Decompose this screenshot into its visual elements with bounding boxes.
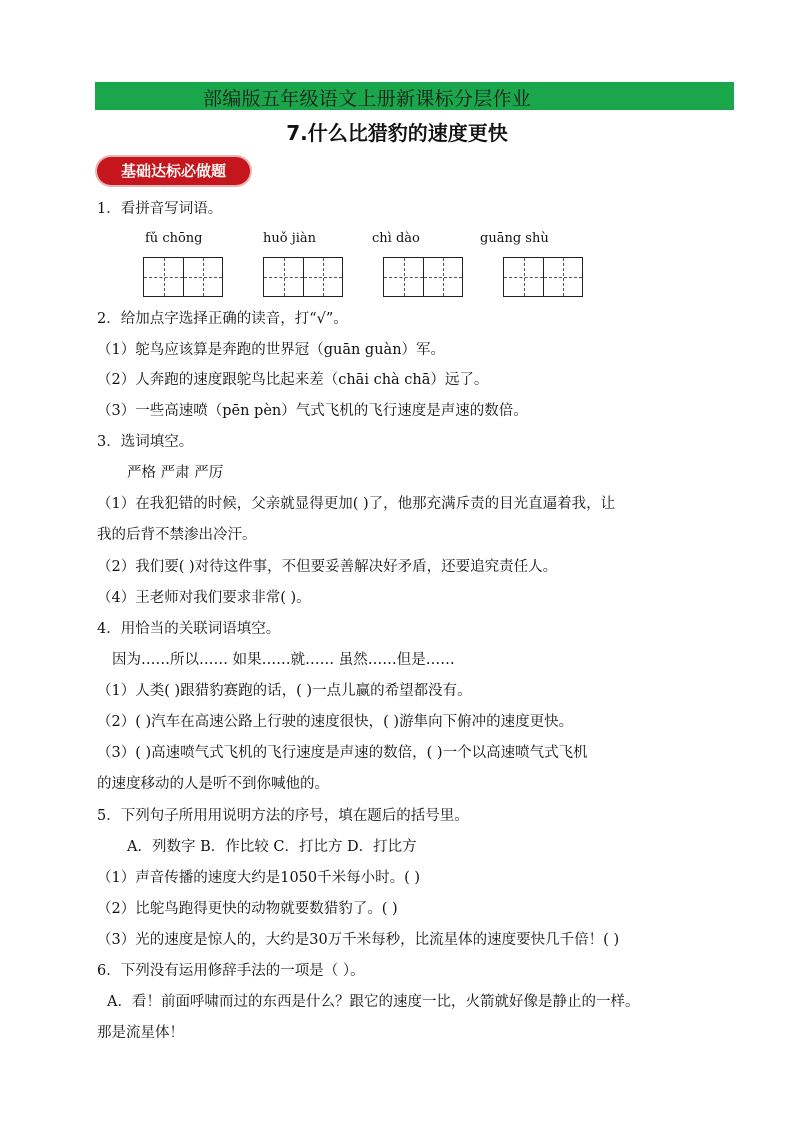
question-5-item-2: （2）比鸵鸟跑得更快的动物就要数猎豹了。( ) <box>97 901 398 917</box>
question-3-item-2: （2）我们要( )对待这件事，不但要妥善解决好矛盾，还要追究责任人。 <box>97 559 558 575</box>
pinyin-3: chì dào <box>372 231 420 246</box>
question-3-item-1-cont: 我的后背不禁渗出冷汗。 <box>97 527 257 543</box>
question-4-stem: 4．用恰当的关联词语填空。 <box>97 621 281 637</box>
writing-grid-1[interactable] <box>143 257 223 297</box>
question-5-stem: 5．下列句子所用用说明方法的序号，填在题后的括号里。 <box>97 808 469 824</box>
question-1-stem: 1．看拼音写词语。 <box>97 201 223 217</box>
question-6-option-a: A．看！前面呼啸而过的东西是什么？跟它的速度一比，火箭就好像是静止的一样。 <box>107 994 640 1010</box>
question-6-option-a-cont: 那是流星体！ <box>97 1025 184 1041</box>
writing-grid-3[interactable] <box>383 257 463 297</box>
banner-text: 部编版五年级语文上册新课标分层作业 <box>203 88 532 110</box>
question-4-options: 因为……所以…… 如果……就…… 虽然……但是…… <box>112 652 455 668</box>
question-4-item-1: （1）人类( )跟猎豹赛跑的话，( )一点儿赢的希望都没有。 <box>97 683 472 699</box>
header-banner <box>95 82 734 110</box>
writing-grid-4[interactable] <box>503 257 583 297</box>
pinyin-1: fǔ chōng <box>145 231 203 246</box>
pinyin-2: huǒ jiàn <box>263 231 317 246</box>
question-4-item-3: （3）( )高速喷气式飞机的飞行速度是声速的数倍，( )一个以高速喷气式飞机 <box>97 745 588 761</box>
pinyin-4: guāng shù <box>480 231 549 246</box>
section-badge: 基础达标必做题 <box>97 157 250 185</box>
page-title: 7.什么比猎豹的速度更快 <box>286 121 508 145</box>
question-6-stem: 6．下列没有运用修辞手法的一项是（ ）。 <box>97 963 365 979</box>
question-3-item-1: （1）在我犯错的时候，父亲就显得更加( )了，他那充满斥责的目光直逼着我，让 <box>97 496 616 512</box>
question-3-stem: 3．选词填空。 <box>97 434 194 450</box>
question-2-item-1: （1）鸵鸟应该算是奔跑的世界冠（guān guàn）军。 <box>97 342 446 358</box>
question-2-item-2: （2）人奔跑的速度跟鸵鸟比起来差（chāi chà chā）远了。 <box>97 372 489 388</box>
question-2-stem: 2．给加点字选择正确的读音，打“√”。 <box>97 311 348 327</box>
question-4-item-2: （2）( )汽车在高速公路上行驶的速度很快，( )游隼向下俯冲的速度更快。 <box>97 714 574 730</box>
question-2-item-3: （3）一些高速喷（pēn pèn）气式飞机的飞行速度是声速的数倍。 <box>97 403 528 419</box>
question-5-options: A．列数字 B．作比较 C．打比方 D．打比方 <box>127 839 417 855</box>
writing-grid-2[interactable] <box>263 257 343 297</box>
question-3-options: 严格 严肃 严厉 <box>127 465 224 481</box>
question-5-item-3: （3）光的速度是惊人的，大约是30万千米每秒，比流星体的速度要快几千倍！( ) <box>97 932 620 948</box>
question-4-item-3-cont: 的速度移动的人是听不到你喊他的。 <box>97 776 329 792</box>
question-3-item-4: （4）王老师对我们要求非常( )。 <box>97 590 311 606</box>
question-5-item-1: （1）声音传播的速度大约是1050千米每小时。( ) <box>97 870 421 886</box>
